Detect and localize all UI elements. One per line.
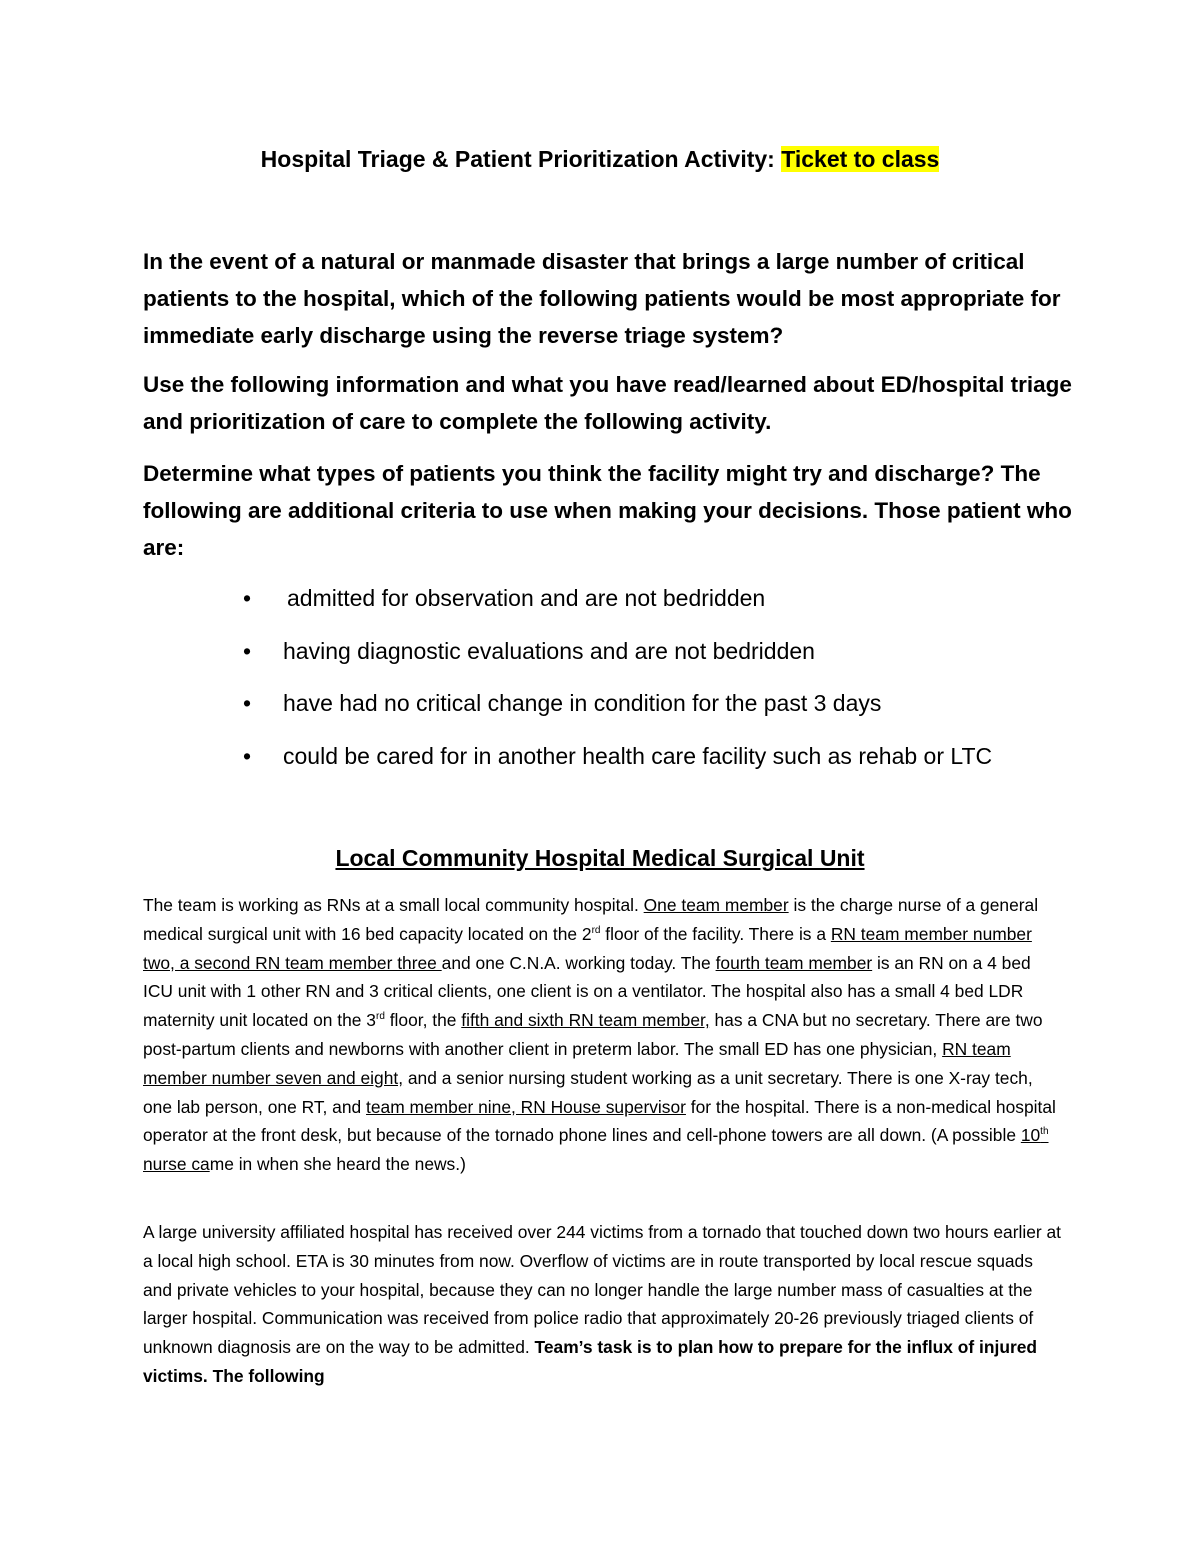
p1-u5: RN team member number seven and eight, xyxy=(143,1038,1011,1088)
title-highlight: Ticket to class xyxy=(781,146,940,172)
paragraph-team xyxy=(143,891,1063,1179)
question-block xyxy=(143,243,1083,354)
p1-u7a: 10 xyxy=(1020,1125,1041,1146)
list-item xyxy=(243,741,1103,794)
criteria-list xyxy=(243,583,1103,793)
p1-s7: has a CNA but no secretary. There are two post-partum clients and newborns with another client in preterm labor. The small ED has one physician, xyxy=(143,1010,1043,1059)
p1-s1: The team is working as RNs at a small local community hospital. xyxy=(143,895,644,915)
p1-u7sup: th xyxy=(1040,1126,1049,1138)
p1-s9: for the hospital. There is a non-medical hospital operator at the front desk, but because of the tornado phone lines and cell-phone towers are all down. (A possible xyxy=(143,1096,1056,1146)
instruction-block xyxy=(143,366,1083,440)
criteria-text: admitted for observation and are not bedridden xyxy=(287,585,766,611)
criteria-intro-text: Determine what types of patients you think the facility might try and discharge? The following are additional criteria to use when making your decisions. Those patient who are: xyxy=(143,461,1072,560)
bullet-icon: • xyxy=(243,637,252,664)
question-text: In the event of a natural or manmade disaster that brings a large number of critical patients to the hospital, which of the following patients would be most appropriate for immediate early discharge using the reverse triage system? xyxy=(143,249,1061,348)
p1-u1: One team member xyxy=(643,895,789,915)
page-title xyxy=(0,144,1200,174)
p2-s1: A large university affiliated hospital has received over 244 victims from a tornado that touched down two hours earlier at a local high school. ETA is 30 minutes from now. Overflow of victims are in route transported by local rescue squads and private vehicles to your hospital, because they can no longer handle the large number mass of casualties at the larger hospital. Communication was received from police radio that approximately 20-26 previously triaged clients of unknown diagnosis are on the way to be admitted. xyxy=(143,1222,1062,1358)
p1-sup2: rd xyxy=(375,1011,385,1023)
p1-s6: floor, the xyxy=(384,1010,462,1031)
p2-bold: Team’s task is to plan how to prepare for the influx of injured victims. The following xyxy=(143,1337,1038,1386)
paragraph-scenario xyxy=(143,1218,1063,1391)
section-title: Local Community Hospital Medical Surgical Unit xyxy=(335,845,865,871)
p1-u3: fourth team member xyxy=(715,952,873,973)
p1-u7b: nurse ca xyxy=(143,1154,210,1175)
p1-s8: and a senior nursing student working as a unit secretary. There is one X-ray tech, one lab person, one RT, and xyxy=(143,1067,1033,1117)
p1-s2: is the charge nurse of a general medical surgical unit with 16 bed capacity located on the 2 xyxy=(143,895,1039,944)
bullet-icon: • xyxy=(243,690,252,716)
p1-s3: floor of the facility. There is a xyxy=(600,923,831,944)
p1-u2: RN team member number two, a second RN team member three xyxy=(143,923,1032,973)
criteria-text: have had no critical change in condition for the past 3 days xyxy=(283,690,882,716)
instruction-text: Use the following information and what you have read/learned about ED/hospital triage and prioritization of care to complete the following activity. xyxy=(143,372,1072,434)
p1-sup1: rd xyxy=(591,925,601,936)
bullet-icon: • xyxy=(243,742,252,769)
criteria-text: having diagnostic evaluations and are not bedridden xyxy=(283,637,815,664)
p1-s4: and one C.N.A. working today. The xyxy=(441,952,716,973)
p1-s5: is an RN on a 4 bed ICU unit with 1 other RN and 3 critical clients, one client is on a ventilator. The hospital also has a small 4 bed LDR maternity unit located on the 3 xyxy=(143,952,1031,1031)
p1-s10: me in when she heard the news.) xyxy=(209,1154,466,1175)
p1-u6: team member nine, RN House supervisor xyxy=(366,1096,686,1117)
p1-u4: fifth and sixth RN team member, xyxy=(461,1010,710,1031)
bullet-icon: • xyxy=(243,585,252,611)
criteria-text: could be cared for in another health care facility such as rehab or LTC xyxy=(283,742,993,769)
list-item xyxy=(243,583,1103,636)
criteria-intro-block xyxy=(143,455,1083,566)
list-item xyxy=(243,636,1103,689)
title-main: Hospital Triage & Patient Prioritization Activity: xyxy=(260,146,782,172)
list-item xyxy=(243,688,1103,741)
